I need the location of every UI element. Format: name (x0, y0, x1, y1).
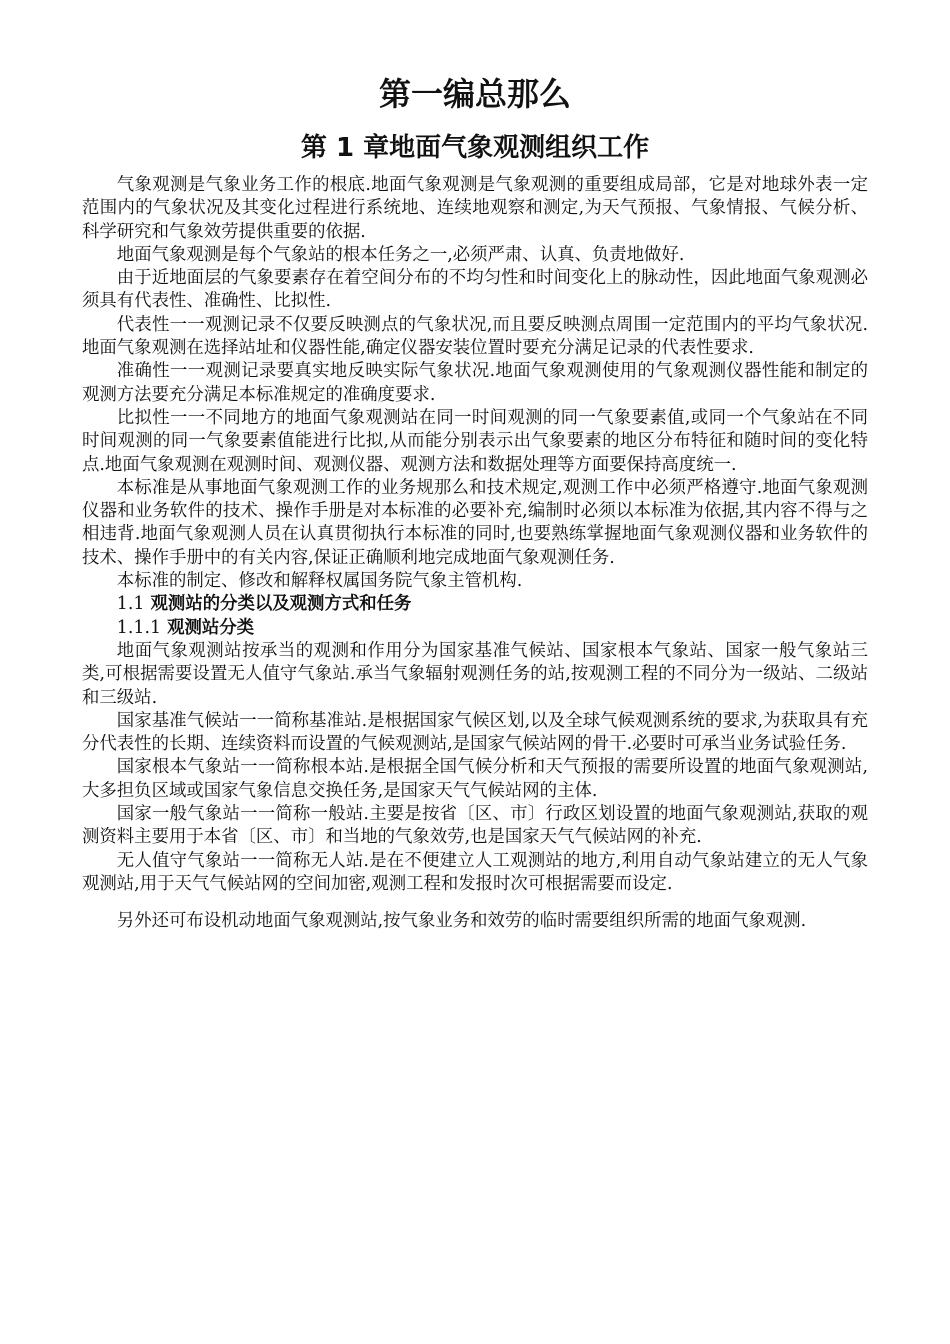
paragraph: 另外还可布设机动地面气象观测站,按气象业务和效劳的临时需要组织所需的地面气象观测. (116, 911, 807, 932)
paragraph: 由于近地面层的气象要素存在着空间分布的不均匀性和时间变化上的脉动性，因此地面气象观测必须具有代表性、准确性、比拟性. (82, 268, 868, 312)
part-title: 第一编总那么 (378, 75, 571, 113)
section-number: 1.1 (116, 594, 145, 615)
paragraph: 本标准是从事地面气象观测工作的业务规那么和技术规定,观测工作中必须严格遵守.地面气象观测仪器和业务软件的技术、操作手册是对本标准的必要补充,编制时必须以本标准为依据,其内容不得与之相违背.地面气象观测人员在认真贯彻执行本标准的同时,也要熟练掌握地面气象观测仪器和业务软件的技术、操作手册中的有关内容,保证正确顺利地完成地面气象观测任务. (82, 477, 868, 568)
section-title: 观测站分类 (167, 617, 255, 638)
paragraph: 国家一般气象站一一简称一般站.主要是按省〔区、市〕行政区划设置的地面气象观测站,获取的观测资料主要用于本省〔区、市〕和当地的气象效劳,也是国家天气气候站网的补充. (82, 804, 868, 848)
paragraph: 比拟性一一不同地方的地面气象观测站在同一时间观测的同一气象要素值,或同一个气象站在不同时间观测的同一气象要素值能进行比拟,从而能分别表示出气象要素的地区分布特征和随时间的变化特点.地面气象观测在观测时间、观测仪器、观测方法和数据处理等方面要保持高度统一. (82, 407, 868, 475)
section-heading-1-1-1 (82, 617, 868, 640)
section-number: 1.1.1 (116, 617, 162, 638)
section-title: 观测站的分类以及观测方式和任务 (150, 594, 412, 615)
document-page (82, 68, 868, 934)
chapter-title: 第 1 章地面气象观测组织工作 (300, 133, 650, 163)
paragraph: 国家根本气象站一一简称根本站.是根据全国气候分析和天气预报的需要所设置的地面气象观测站,大多担负区域或国家气象信息交换任务,是国家天气气候站网的主体. (82, 757, 868, 801)
paragraph: 国家基准气候站一一简称基准站.是根据国家气候区划,以及全球气候观测系统的要求,为获取具有充分代表性的长期、连续资料而设置的气候观测站,是国家气候站网的骨干.必要时可承当业务试验任务. (82, 710, 868, 755)
section-heading-1-1 (82, 593, 868, 616)
paragraph: 地面气象观测站按承当的观测和作用分为国家基准气候站、国家根本气象站、国家一般气象站三类,可根据需要设置无人值守气象站.承当气象辐射观测任务的站,按观测工程的不同分为一级站、二级站和三级站. (82, 640, 868, 708)
paragraph: 准确性一一观测记录要真实地反映实际气象状况.地面气象观测使用的气象观测仪器性能和制定的观测方法要充分满足本标准规定的准确度要求. (82, 361, 868, 405)
paragraph: 地面气象观测是每个气象站的根本任务之一,必须严肃、认真、负责地做好. (116, 244, 685, 265)
paragraph: 无人值守气象站一一简称无人站.是在不便建立人工观测站的地方,利用自动气象站建立的无人气象观测站,用于天气气候站网的空间加密,观测工程和发报时次可根据需要而设定. (82, 850, 868, 894)
paragraph: 气象观测是气象业务工作的根底.地面气象观测是气象观测的重要组成局部，它是对地球外表一定范围内的气象状况及其变化过程进行系统地、连续地观察和测定,为天气预报、气象情报、气候分析、科学研究和气象效劳提供重要的依据. (82, 175, 868, 242)
paragraph: 代表性一一观测记录不仅要反映测点的气象状况,而且要反映测点周围一定范围内的平均气象状况.地面气象观测在选择站址和仪器性能,确定仪器安装位置时要充分满足记录的代表性要求. (82, 314, 868, 359)
paragraph: 本标准的制定、修改和解释权属国务院气象主管机构. (116, 571, 523, 592)
